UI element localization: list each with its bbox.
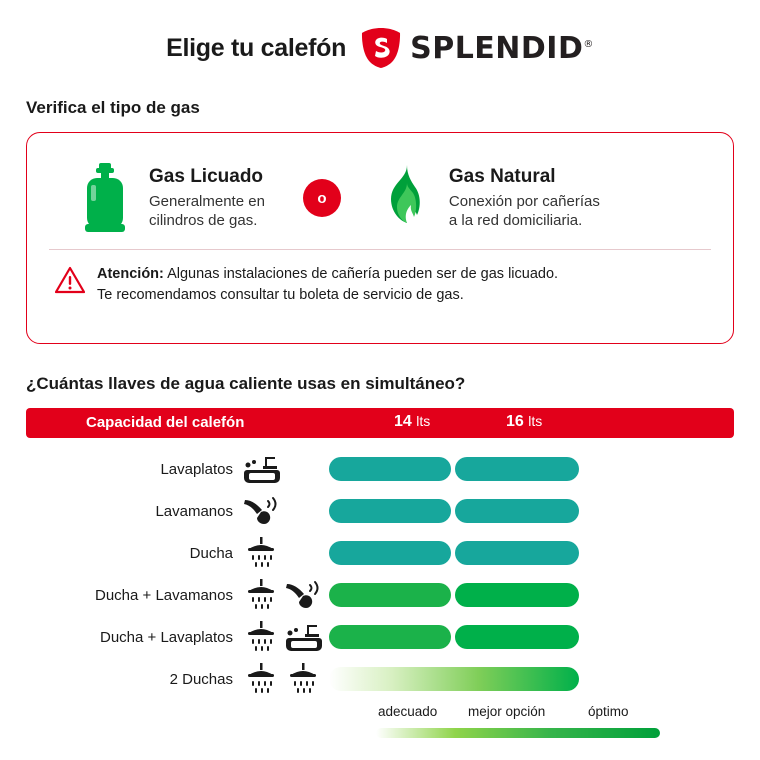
warning-bold-label: Atención: bbox=[97, 266, 164, 282]
brand-name: SPLENDID® bbox=[410, 30, 594, 66]
bar-segment-16 bbox=[455, 457, 579, 481]
table-row bbox=[26, 618, 734, 656]
gas-option-natural bbox=[377, 161, 600, 235]
gas-natural-texts bbox=[449, 165, 600, 230]
row-bars bbox=[329, 667, 579, 691]
shower-icon bbox=[241, 662, 281, 696]
brand-registered-mark: ® bbox=[583, 38, 594, 50]
sink-icon bbox=[283, 620, 323, 654]
legend-gradient-bar bbox=[376, 728, 660, 738]
sink-icon bbox=[241, 452, 281, 486]
gas-licuado-desc-line1: Generalmente en bbox=[149, 193, 265, 211]
splendid-shield-icon bbox=[360, 27, 402, 69]
row-bars bbox=[329, 583, 579, 607]
bar-segment-16 bbox=[455, 541, 579, 565]
legend-labels bbox=[26, 704, 734, 722]
faucet-hand-icon bbox=[283, 578, 323, 612]
warning-line2: Te recomendamos consultar tu boleta de servicio de gas. bbox=[97, 287, 464, 304]
row-bars bbox=[329, 499, 579, 523]
row-icons bbox=[241, 660, 321, 698]
bar-segment-14 bbox=[329, 499, 451, 523]
shower-icon bbox=[241, 578, 281, 612]
gas-licuado-texts bbox=[149, 165, 265, 230]
taps-section-title: ¿Cuántas llaves de agua caliente usas en simultáneo? bbox=[26, 374, 466, 393]
warning-triangle-icon bbox=[55, 266, 85, 294]
row-bars bbox=[329, 541, 579, 565]
bar-segment-16 bbox=[455, 499, 579, 523]
row-label: Lavamanos bbox=[155, 502, 233, 520]
row-icons bbox=[241, 618, 321, 656]
table-row bbox=[26, 534, 734, 572]
legend-label-mejor-opcion: mejor opción bbox=[468, 704, 546, 719]
row-label: Lavaplatos bbox=[160, 460, 233, 478]
warning-line1: Algunas instalaciones de cañería pueden ser de gas licuado. bbox=[163, 266, 559, 282]
bar-segment-14 bbox=[329, 457, 451, 481]
row-label: 2 Duchas bbox=[169, 670, 233, 688]
row-label: Ducha bbox=[189, 544, 233, 562]
bar-segment-16 bbox=[455, 625, 579, 649]
bar-segment-14 bbox=[329, 583, 451, 607]
table-row bbox=[26, 576, 734, 614]
table-row bbox=[26, 450, 734, 488]
table-rows bbox=[26, 450, 734, 698]
table-header-capacity-label: Capacidad del calefón bbox=[86, 414, 245, 431]
gas-section-title: Verifica el tipo de gas bbox=[26, 98, 200, 117]
gas-natural-desc-line2: a la red domiciliaria. bbox=[448, 211, 583, 229]
shower-icon bbox=[283, 662, 323, 696]
faucet-hand-icon bbox=[241, 494, 281, 528]
page-title: Elige tu calefón bbox=[166, 33, 347, 62]
row-bars bbox=[329, 457, 579, 481]
gas-natural-desc-line1: Conexión por cañerías bbox=[448, 193, 600, 211]
shower-icon bbox=[241, 536, 281, 570]
shower-icon bbox=[241, 620, 281, 654]
gas-natural-name: Gas Natural bbox=[448, 166, 556, 188]
warning-text bbox=[97, 264, 558, 306]
gas-type-card bbox=[26, 132, 734, 344]
gas-cylinder-icon bbox=[77, 161, 133, 235]
gas-options-row bbox=[27, 133, 733, 241]
legend-label-adecuado: adecuado bbox=[378, 704, 438, 719]
gas-option-licuado bbox=[77, 161, 265, 235]
row-icons bbox=[241, 534, 321, 572]
gas-licuado-name: Gas Licuado bbox=[149, 166, 264, 188]
row-icons bbox=[241, 492, 321, 530]
table-row bbox=[26, 660, 734, 698]
row-label: Ducha + Lavaplatos bbox=[99, 628, 233, 646]
bar-segment-16 bbox=[455, 583, 579, 607]
bar-segment-14 bbox=[329, 625, 451, 649]
legend bbox=[26, 704, 734, 750]
table-header-col-14: 14 lts bbox=[394, 413, 431, 430]
separator-badge-o: o bbox=[303, 179, 341, 217]
flame-icon bbox=[377, 161, 433, 235]
bar-segment-gradient bbox=[329, 667, 579, 691]
row-bars bbox=[329, 625, 579, 649]
table-header bbox=[26, 408, 734, 438]
warning-row bbox=[27, 250, 733, 306]
row-label: Ducha + Lavamanos bbox=[94, 586, 233, 604]
capacity-table bbox=[26, 408, 734, 698]
row-icons bbox=[241, 450, 321, 488]
bar-segment-14 bbox=[329, 541, 451, 565]
table-header-col-16: 16 lts bbox=[506, 413, 543, 430]
row-icons bbox=[241, 576, 321, 614]
table-row bbox=[26, 492, 734, 530]
brand-logo bbox=[360, 27, 594, 69]
legend-label-optimo: óptimo bbox=[588, 704, 629, 719]
page-header bbox=[0, 0, 760, 70]
gas-licuado-desc-line2: cilindros de gas. bbox=[149, 211, 258, 229]
